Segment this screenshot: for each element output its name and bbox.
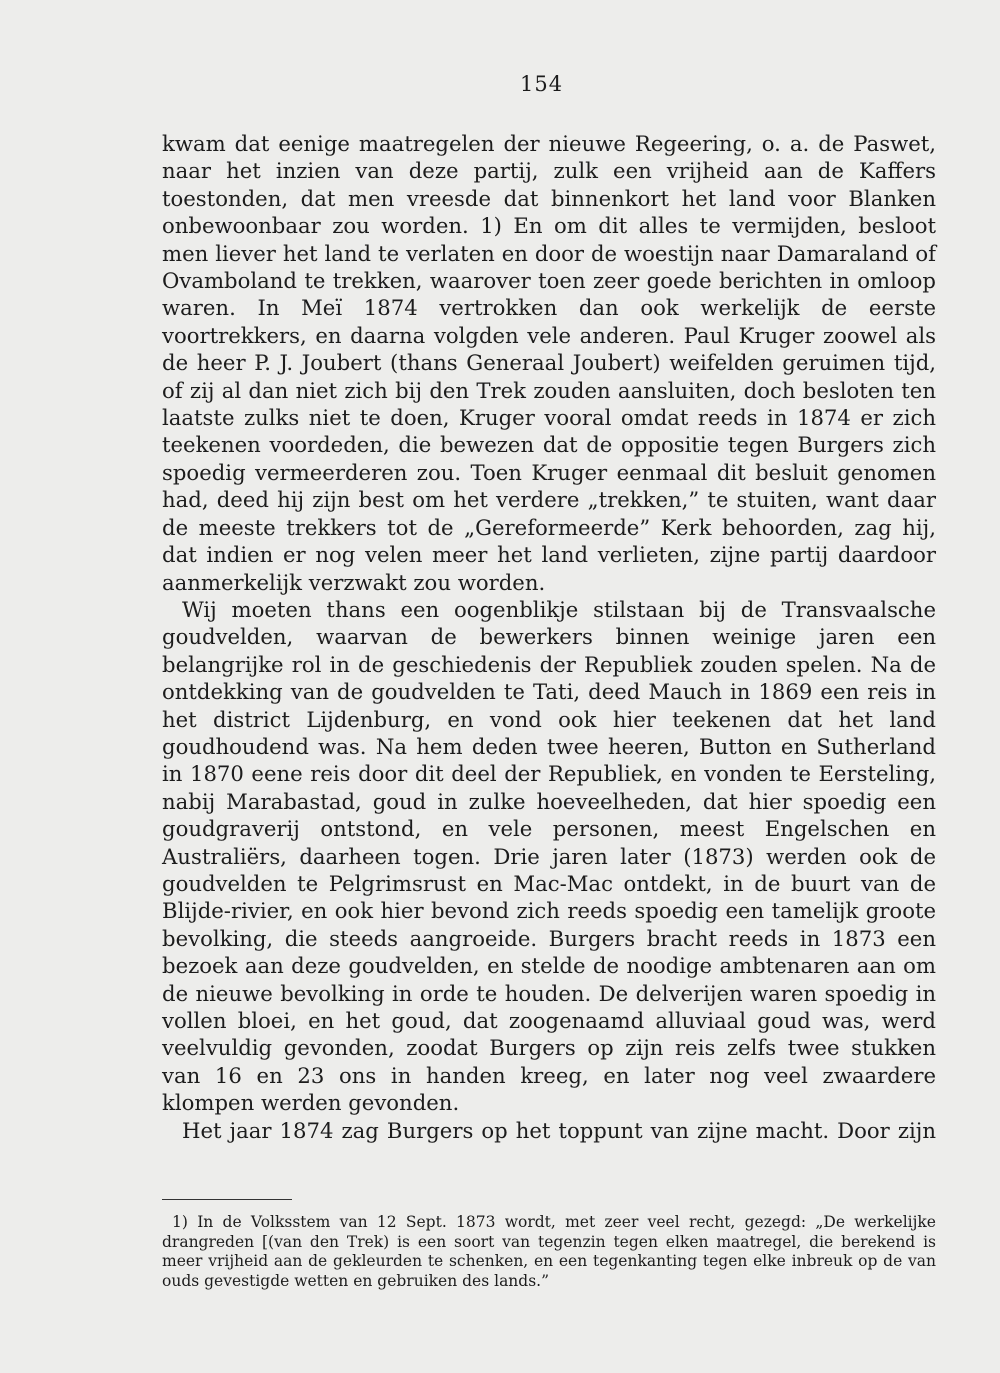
footnote-mark: 1) [172,1213,188,1231]
paragraph-3: Het jaar 1874 zag Burgers op het toppunt van zijne macht. Door zijn [182,1117,936,1143]
page-number: 154 [520,72,564,96]
footnote [162,1213,936,1291]
paragraph-2: Wij moeten thans een oogenblikje stilstaan bij de Transvaalsche goudvelden, waarvan de bewerkers binnen weinige jaren een belangrijke rol in de geschiedenis der Republiek zouden spelen. Na de ontdekking van de goudvelden te Tati, deed Mauch in 1869 een reis in het district Lijdenburg, en vond ook hier teekenen dat het land goudhoudend was. Na hem deden twee heeren, Button en Sutherland in 1870 eene reis door dit deel der Republiek, en vonden te Eersteling, nabij Marabastad, goud in zulke hoeveelheden, dat hier spoedig een goudgraverij ontstond, en vele personen, meest Engelschen en Australiërs, daarheen togen. Drie jaren later (1873) werden ook de goudvelden te Pelgrimsrust en Mac-Mac ontdekt, in de buurt van de Blijde-rivier, en ook hier bevond zich reeds spoedig een tamelijk groote bevolking, die steeds aangroeide. Burgers bracht reeds in 1873 een bezoek aan deze goudvelden, en stelde de noodige ambtenaren aan om de nieuwe bevolking in orde te houden. De delverijen waren spoedig in vollen bloei, en het goud, dat zoogenaamd alluviaal goud was, werd veelvuldig gevonden, zoodat Burgers op zijn reis zelfs twee stukken van 16 en 23 ons in handen kreeg, en later nog veel zwaardere klompen werden gevonden. [162,596,936,1116]
footnote-text: In de Volksstem van 12 Sept. 1873 wordt, met zeer veel recht, gezegd: „De werkelijke drangreden [(van den Trek) is een soort van tegenzin tegen elken maatregel, die berekend is meer vrijheid aan de gekleurden te schenken, en een tegenkanting tegen elke inbreuk op de van ouds gevestigde wetten en gebruiken des lands.” [162,1213,936,1290]
footnote-divider [162,1199,292,1200]
paragraph-1: kwam dat eenige maatregelen der nieuwe Regeering, o. a. de Paswet, naar het inzien van deze partij, zulk een vrijheid aan de Kaffers toestonden, dat men vreesde dat binnenkort het land voor Blanken onbewoonbaar zou worden. 1) En om dit alles te vermijden, besloot men liever het land te verlaten en door de woestijn naar Damaraland of Ovamboland te trekken, waarover toen zeer goede berichten in omloop waren. In Meï 1874 vertrokken dan ook werkelijk de eerste voortrekkers, en daarna volgden vele anderen. Paul Kruger zoowel als de heer P. J. Joubert (thans Generaal Joubert) weifelden geruimen tijd, of zij al dan niet zich bij den Trek zouden aansluiten, doch besloten ten laatste zulks niet te doen, Kruger vooral omdat reeds in 1874 er zich teekenen voordeden, die bewezen dat de oppositie tegen Burgers zich spoedig vermeerderen zou. Toen Kruger eenmaal dit besluit genomen had, deed hij zijn best om het verdere „trekken,” te stuiten, want daar de meeste trekkers tot de „Gereformeerde” Kerk behoorden, zag hij, dat indien er nog velen meer het land verlieten, zijne partij daardoor aanmerkelijk verzwakt zou worden. [162,131,936,595]
body-text [162,130,936,1144]
